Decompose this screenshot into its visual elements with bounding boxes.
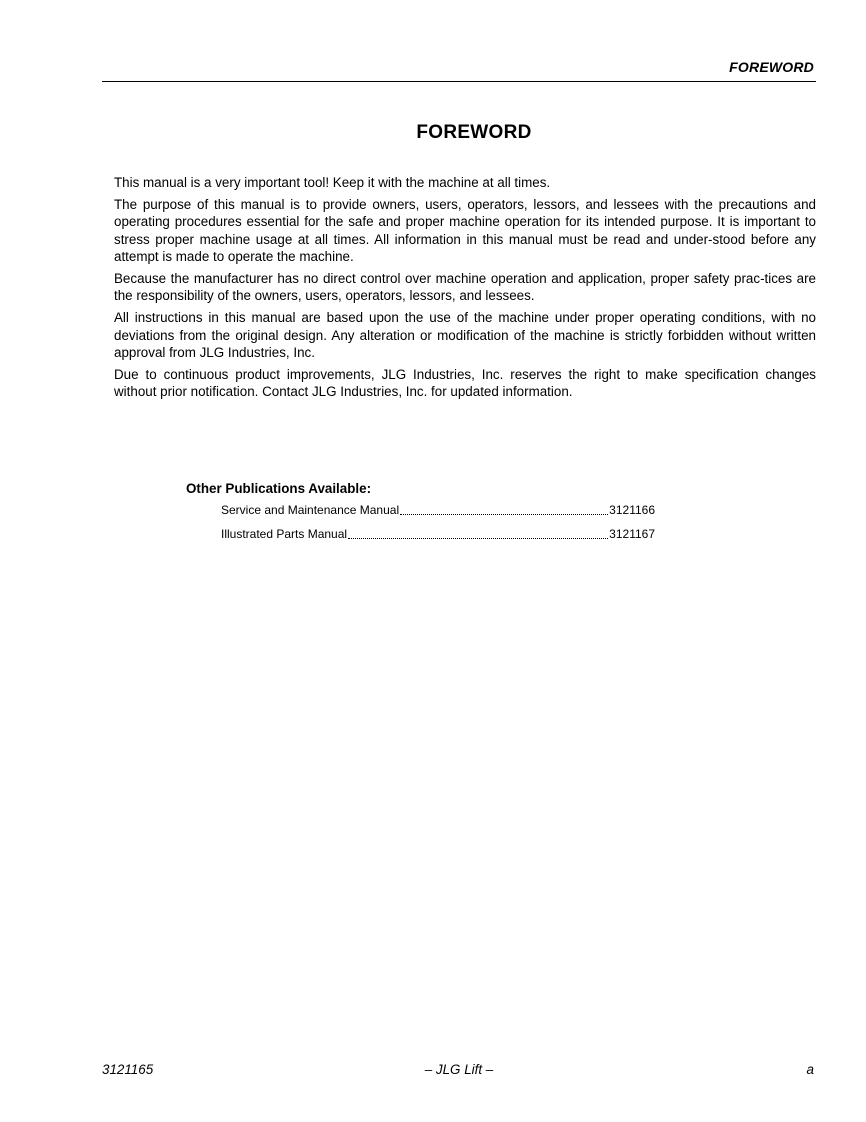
page-title: FOREWORD <box>416 122 532 143</box>
paragraph-purpose: The purpose of this manual is to provide owners, users, operators, lessors, and lessees with the precautions and operating procedures essential for the safe and proper machine operation for its intended purpose. It is important to stress proper machine usage at all times. All information in this manual must be read and under-stood before any attempt is made to operate the machine. <box>114 197 816 264</box>
publications-heading: Other Publications Available: <box>186 481 372 496</box>
running-header <box>102 58 816 82</box>
publication-row <box>221 527 655 551</box>
paragraph-product-improvements: Due to continuous product improvements, JLG Industries, Inc. reserves the right to make specification changes without prior notification. Contact JLG Industries, Inc. for updated information. <box>114 367 816 400</box>
paragraph-intro: This manual is a very important tool! Keep it with the machine at all times. <box>114 175 551 190</box>
publication-title: Service and Maintenance Manual <box>221 503 400 517</box>
publication-number: 3121166 <box>609 503 655 517</box>
page-footer <box>102 1062 816 1080</box>
dot-leader <box>348 527 608 539</box>
publication-row <box>221 503 655 527</box>
running-header-title: FOREWORD <box>729 59 814 75</box>
dot-leader <box>400 503 608 515</box>
footer-page-number: a <box>806 1062 814 1077</box>
paragraph-safety-responsibility: Because the manufacturer has no direct control over machine operation and application, proper safety prac-tices are the responsibility of the owners, users, operators, lessors, and lessees. <box>114 271 816 304</box>
foreword-body <box>114 174 816 405</box>
publication-title: Illustrated Parts Manual <box>221 527 348 541</box>
other-publications <box>186 480 666 551</box>
paragraph-operating-conditions: All instructions in this manual are based upon the use of the machine under proper operating conditions, with no deviations from the original design. Any alteration or modification of the machine is strictly forbidden without written approval from JLG Industries, Inc. <box>114 310 816 360</box>
publication-number: 3121167 <box>609 527 655 541</box>
footer-center-text: – JLG Lift – <box>424 1062 494 1077</box>
footer-doc-number: 3121165 <box>102 1062 154 1077</box>
